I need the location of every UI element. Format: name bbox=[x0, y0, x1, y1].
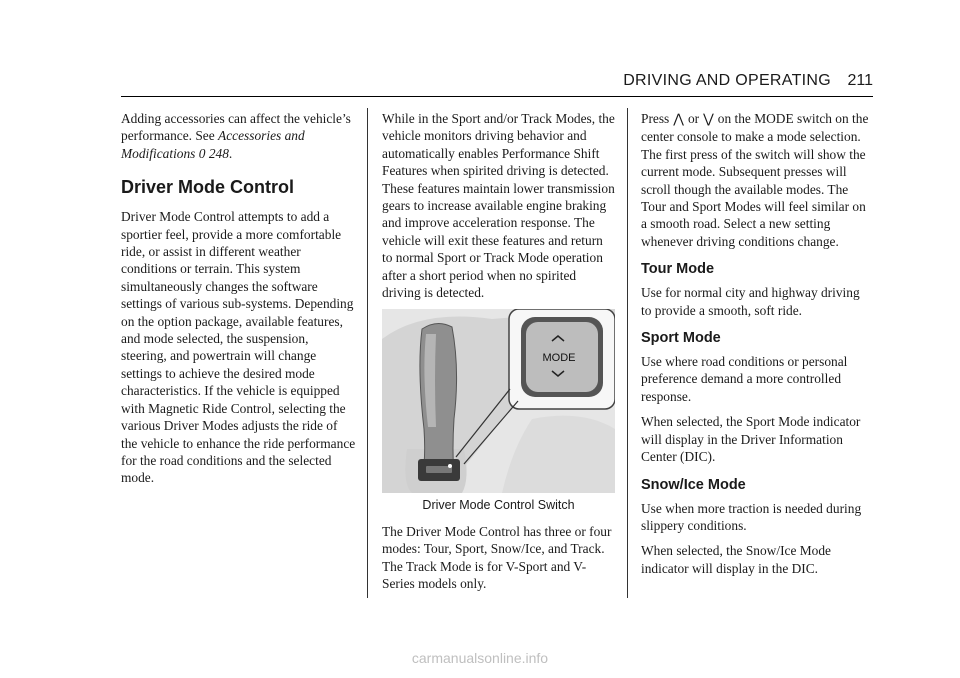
column-2 bbox=[382, 110, 615, 601]
column-divider bbox=[367, 108, 368, 598]
sport-track-paragraph: While in the Sport and/or Track Modes, the vehicle monitors driving behavior and automatically enables Performance Shift Features when spirited driving is detected. These features maintain lower transmission gears to increase available engine braking and improve acceleration response. The vehicle will exit these features and return to normal Sport or Track Mode operation after a short period when no spirited driving is detected. bbox=[382, 111, 615, 301]
section-heading-sport-mode: Sport Mode bbox=[641, 330, 721, 347]
sport-body-1: Use where road conditions or personal preference demand a more controlled response. bbox=[641, 354, 848, 404]
snow-body-2: When selected, the Snow/Ice Mode indicator will display in the DIC. bbox=[641, 543, 832, 576]
section-heading-tour-mode: Tour Mode bbox=[641, 261, 715, 278]
press-word: Press bbox=[641, 111, 670, 126]
tour-body: Use for normal city and highway driving to provide a smooth, soft ride. bbox=[641, 285, 860, 318]
console-illustration bbox=[382, 309, 615, 493]
section-heading-snow-ice-mode: Snow/Ice Mode bbox=[641, 476, 746, 493]
intro-text: Adding accessories can affect the vehicle’s performance. See bbox=[121, 111, 351, 144]
cross-reference-link[interactable]: Accessories and Modifications bbox=[121, 128, 305, 161]
page-reference-icon: 0 bbox=[198, 145, 206, 161]
page-number: 211 bbox=[847, 72, 873, 89]
modes-paragraph: The Driver Mode Control has three or four modes: Tour, Sport, Snow/Ice, and Track. The Track Mode is for V-Sport and V-Series models only. bbox=[382, 523, 612, 592]
intro-paragraph bbox=[121, 110, 356, 162]
column-1 bbox=[121, 110, 356, 495]
or-word: or bbox=[687, 111, 700, 126]
mode-switch-label: MODE bbox=[542, 352, 576, 365]
sport-body-2: When selected, the Sport Mode indicator will display in the Driver Information Center (DIC). bbox=[641, 414, 861, 465]
column-divider bbox=[627, 108, 628, 598]
running-head: DRIVING AND OPERATING bbox=[623, 72, 831, 89]
page-header bbox=[121, 68, 873, 97]
press-paragraph bbox=[641, 110, 873, 250]
driver-mode-body: Driver Mode Control attempts to add a sportier feel, provide a more comfortable ride, or assist in different weather conditions or terrain. This system simultaneously changes the software settings of various sub-systems. Depending on the option package, available features, and mode selected, the suspension, steering, and powertrain will change settings to achieve the desired mode characteristics. If the vehicle is equipped with Magnetic Ride Control, selecting the various Driver Modes adjusts the ride of the vehicle to enhance the ride performance for the road conditions and the selected mode. bbox=[121, 209, 356, 486]
press-rest: on the MODE switch on the center console to make a mode selection. The first press of the switch will show the current mode. Subsequent presses will scroll though the available modes. The Tour and Sport Modes will feel similar on a smooth road. Select a new setting whenever driving conditions change. bbox=[641, 111, 869, 249]
section-heading-driver-mode-control: Driver Mode Control bbox=[121, 177, 295, 198]
column-3 bbox=[641, 110, 873, 585]
figure-caption: Driver Mode Control Switch bbox=[422, 498, 575, 513]
cross-reference-page[interactable]: 248 bbox=[208, 145, 229, 161]
driver-mode-switch-figure bbox=[382, 309, 615, 493]
snow-body-1: Use when more traction is needed during slippery conditions. bbox=[641, 500, 862, 533]
intro-end: . bbox=[228, 145, 233, 161]
watermark: carmanualsonline.info bbox=[411, 650, 549, 666]
chevron-down-icon: ⋁ bbox=[703, 112, 714, 127]
chevron-up-icon: ⋀ bbox=[673, 112, 684, 127]
